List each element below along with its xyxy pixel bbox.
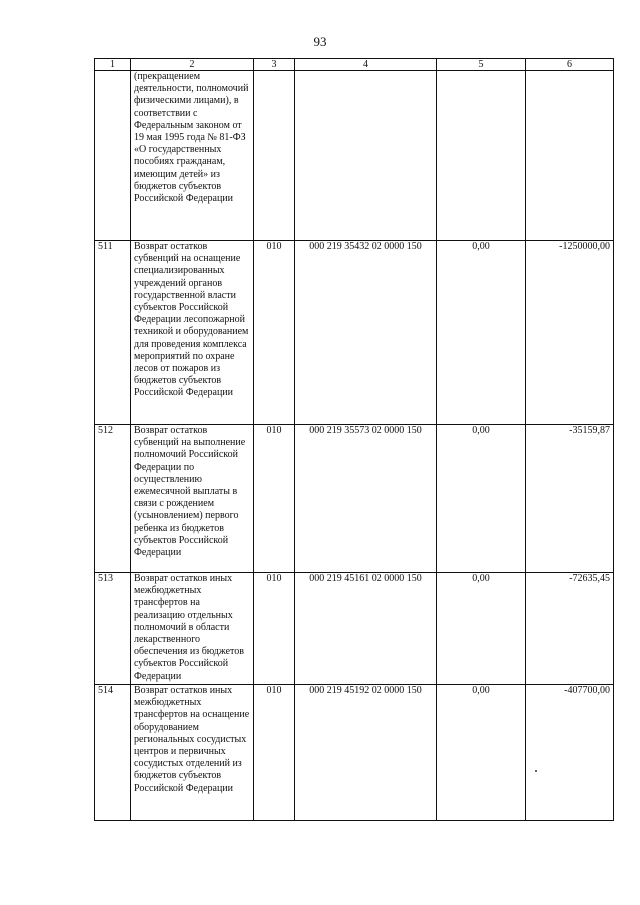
row-code: 010 bbox=[254, 573, 295, 685]
row-value-5: 0,00 bbox=[437, 241, 526, 425]
table-row bbox=[95, 425, 614, 573]
table-row bbox=[95, 241, 614, 425]
header-cell-5: 5 bbox=[437, 59, 526, 71]
row-kbk: 000 219 45161 02 0000 150 bbox=[295, 573, 437, 685]
table-row bbox=[95, 71, 614, 241]
row-code bbox=[254, 71, 295, 241]
page-number: 93 bbox=[313, 34, 327, 49]
header-cell-1: 1 bbox=[95, 59, 131, 71]
row-value-5: 0,00 bbox=[437, 685, 526, 821]
row-value-5: 0,00 bbox=[437, 425, 526, 573]
row-name: Возврат остатков иных межбюджетных трансфертов на реализацию отдельных полномочий в области лекарственного обеспечения из бюджетов субъектов Российской Федерации bbox=[131, 573, 254, 685]
row-name: Возврат остатков иных межбюджетных трансфертов на оснащение оборудованием региональных сосудистых центров и первичных сосудистых отделений из бюджетов субъектов Российской Федерации bbox=[131, 685, 254, 821]
row-value-6: -1250000,00 bbox=[526, 241, 614, 425]
scan-speck bbox=[535, 770, 537, 772]
row-kbk: 000 219 35432 02 0000 150 bbox=[295, 241, 437, 425]
header-cell-2: 2 bbox=[131, 59, 254, 71]
row-number bbox=[95, 71, 131, 241]
budget-table bbox=[94, 58, 614, 821]
row-kbk: 000 219 45192 02 0000 150 bbox=[295, 685, 437, 821]
header-cell-4: 4 bbox=[295, 59, 437, 71]
row-name: Возврат остатков субвенций на выполнение полномочий Российской Федерации по осуществлению ежемесячной выплаты в связи с рождением (усыновлением) первого ребенка из бюджетов субъектов Российской Федерации bbox=[131, 425, 254, 573]
row-code: 010 bbox=[254, 241, 295, 425]
row-value-6: -72635,45 bbox=[526, 573, 614, 685]
row-code: 010 bbox=[254, 425, 295, 573]
row-number: 511 bbox=[95, 241, 131, 425]
header-row bbox=[95, 59, 614, 71]
row-value-6: -35159,87 bbox=[526, 425, 614, 573]
row-number: 514 bbox=[95, 685, 131, 821]
row-value-5: 0,00 bbox=[437, 573, 526, 685]
row-name: (прекращением деятельности, полномочий физическими лицами), в соответствии с Федеральным законом от 19 мая 1995 года № 81-ФЗ «О государственных пособиях гражданам, имеющим детей» из бюджетов субъектов Российской Федерации bbox=[131, 71, 254, 241]
row-number: 513 bbox=[95, 573, 131, 685]
row-value-5 bbox=[437, 71, 526, 241]
row-kbk bbox=[295, 71, 437, 241]
row-name: Возврат остатков субвенций на оснащение специализированных учреждений органов государственной власти субъектов Российской Федерации лесопожарной техникой и оборудованием для проведения комплекса мероприятий по охране лесов от пожаров из бюджетов субъектов Российской Федерации bbox=[131, 241, 254, 425]
row-number: 512 bbox=[95, 425, 131, 573]
header-cell-3: 3 bbox=[254, 59, 295, 71]
row-code: 010 bbox=[254, 685, 295, 821]
header-cell-6: 6 bbox=[526, 59, 614, 71]
row-value-6: -407700,00 bbox=[526, 685, 614, 821]
row-value-6 bbox=[526, 71, 614, 241]
table-row bbox=[95, 573, 614, 685]
table-row bbox=[95, 685, 614, 821]
row-kbk: 000 219 35573 02 0000 150 bbox=[295, 425, 437, 573]
